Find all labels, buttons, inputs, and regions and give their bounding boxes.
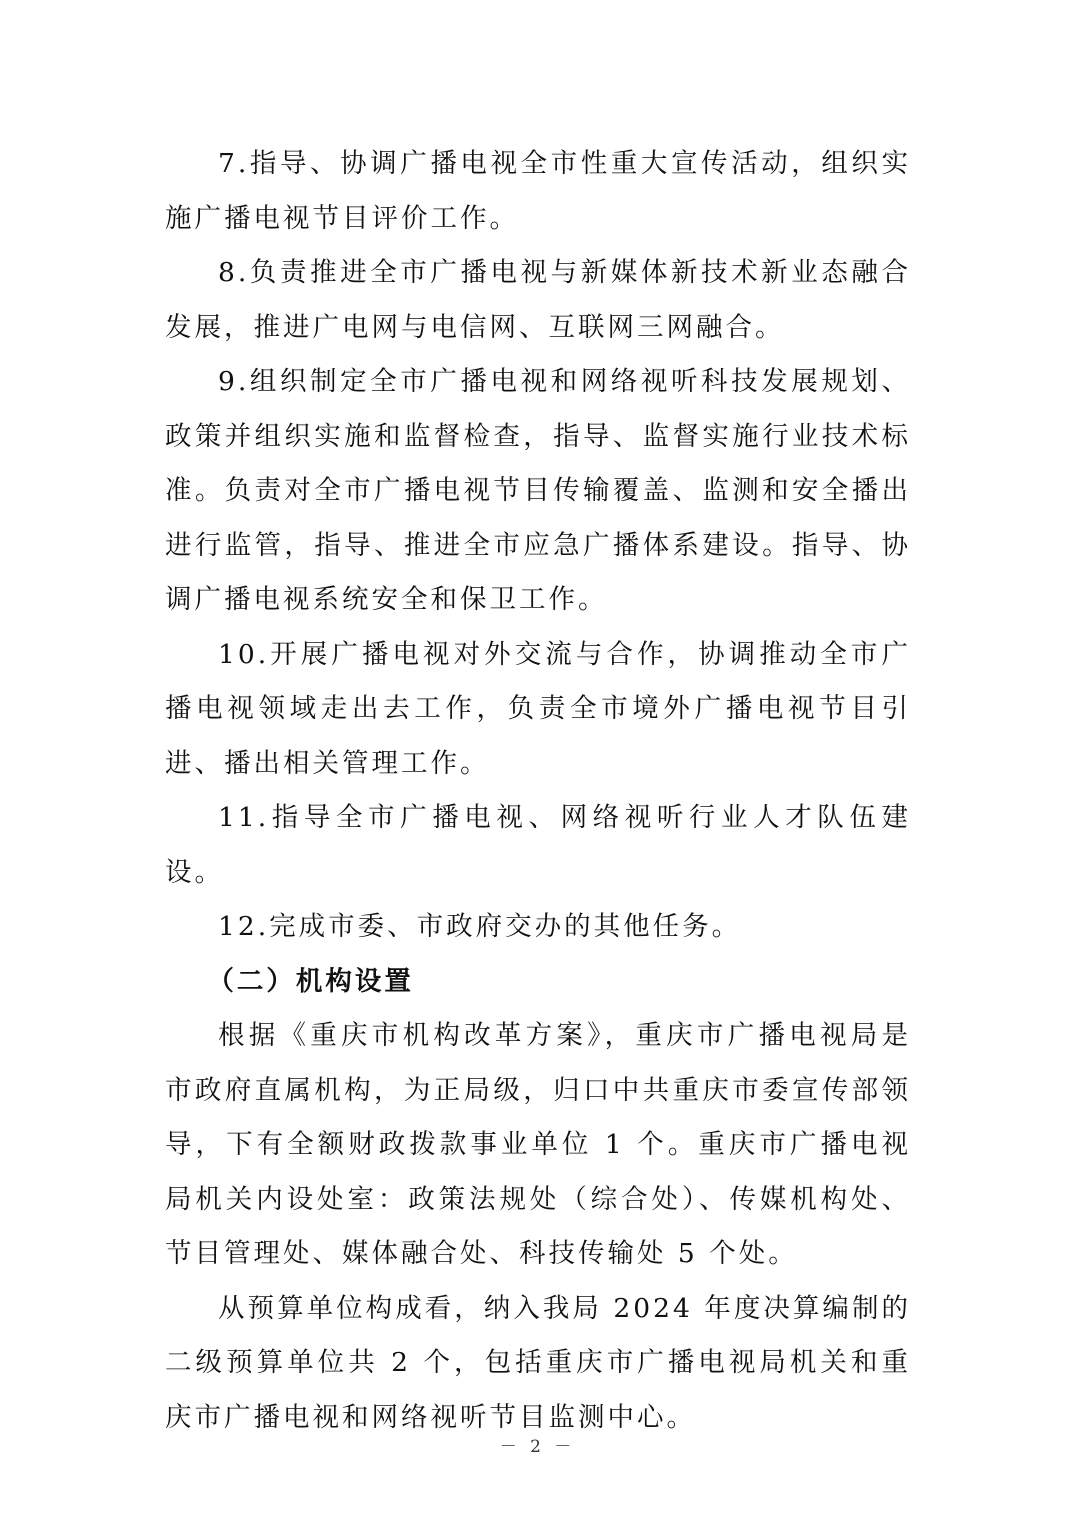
budget-units-paragraph: 从预算单位构成看，纳入我局 2024 年度决算编制的二级预算单位共 2 个，包括重庆市广播电视局机关和重庆市广播电视和网络视听节目监测中心。 <box>165 1292 911 1433</box>
org-structure-paragraph: 根据《重庆市机构改革方案》，重庆市广播电视局是市政府直属机构，为正局级，归口中共重庆市委宣传部领导，下有全额财政拨款事业单位 1 个。重庆市广播电视局机关内设处室：政策法规处（综合处）、传媒机构处、节目管理处、媒体融合处、科技传输处 5 个处。 <box>165 1020 911 1269</box>
duty-item-8: 8.负责推进全市广播电视与新媒体新技术新业态融合发展，推进广电网与电信网、互联网三网融合。 <box>165 257 911 343</box>
duty-item-11: 11.指导全市广播电视、网络视听行业人才队伍建设。 <box>165 802 911 888</box>
duty-item-10: 10.开展广播电视对外交流与合作，协调推动全市广播电视领域走出去工作，负责全市境外广播电视节目引进、播出相关管理工作。 <box>165 638 911 779</box>
duty-item-9: 9.组织制定全市广播电视和网络视听科技发展规划、政策并组织实施和监督检查，指导、监督实施行业技术标准。负责对全市广播电视节目传输覆盖、监测和安全播出进行监管，指导、推进全市应急广播体系建设。指导、协调广播电视系统安全和保卫工作。 <box>165 366 911 615</box>
duty-item-12: 12.完成市委、市政府交办的其他任务。 <box>218 911 742 942</box>
page-number: － 2 － <box>499 1437 576 1457</box>
section-heading: （二）机构设置 <box>207 965 414 997</box>
page-content <box>165 137 911 1445</box>
duty-item-7: 7.指导、协调广播电视全市性重大宣传活动，组织实施广播电视节目评价工作。 <box>165 148 911 234</box>
